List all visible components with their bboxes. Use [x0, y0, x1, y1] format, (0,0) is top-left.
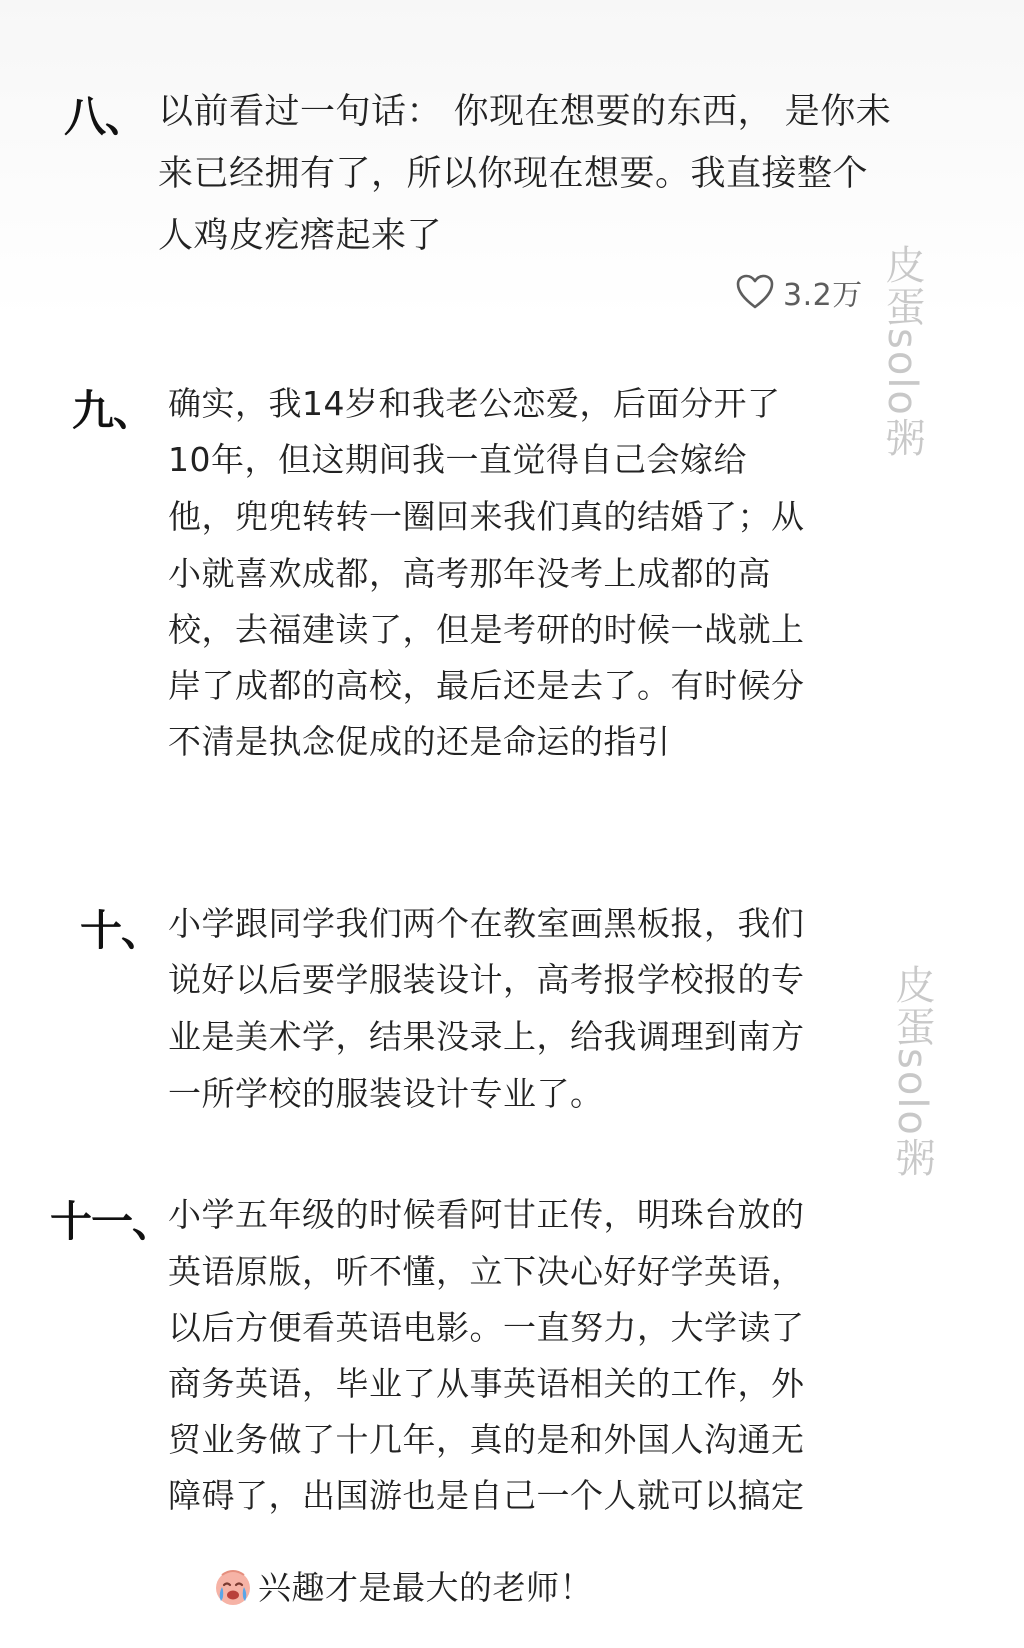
entry-number: 十一、 [50, 1197, 174, 1246]
entry-line: 以后方便看英语电影。一直努力，大学读了 [168, 1308, 805, 1347]
entry-line: 校，去福建读了，但是考研的时候一战就上 [168, 610, 805, 649]
like-count: 3.2万 [783, 278, 863, 313]
watermark: 皮蛋solo粥 [879, 244, 925, 459]
entry-line: 说好以后要学服装设计，高考报学校报的专 [168, 960, 805, 999]
entry-line: 岸了成都的高校，最后还是去了。有时候分 [168, 666, 805, 705]
entry-line: 他，兜兜转转一圈回来我们真的结婚了；从 [168, 497, 805, 536]
entry-line: 以前看过一句话： 你现在想要的东西， 是你未 [158, 92, 892, 132]
crying-face-emoji [212, 1565, 254, 1607]
entry-line: 来已经拥有了，所以你现在想要。我直接整个 [158, 154, 869, 194]
entry-line: 业是美术学，结果没录上，给我调理到南方 [168, 1017, 805, 1056]
entry-line: 商务英语，毕业了从事英语相关的工作，外 [168, 1364, 805, 1403]
entry-line: 英语原版，听不懂，立下决心好好学英语， [168, 1252, 805, 1291]
entry-line: 不清是执念促成的还是命运的指引 [168, 722, 671, 761]
entry-line: 障碍了，出国游也是自己一个人就可以搞定 [168, 1476, 805, 1515]
entry-last-line [168, 1523, 593, 1648]
entry-line: 一所学校的服装设计专业了。 [168, 1074, 604, 1113]
entry-line: 人鸡皮疙瘩起来了 [158, 216, 443, 256]
entry-number: 十、 [80, 906, 163, 955]
entry-line: 兴趣才是最大的老师！ [257, 1568, 593, 1607]
entry-line: 小学五年级的时候看阿甘正传，明珠台放的 [168, 1195, 805, 1234]
entry-number: 九、 [72, 386, 155, 435]
heart-icon [735, 273, 775, 311]
entry-line: 确实，我14岁和我老公恋爱，后面分开了 [168, 384, 781, 423]
entry-number: 八、 [64, 92, 147, 141]
entry-line: 小学跟同学我们两个在教室画黑板报，我们 [168, 904, 805, 943]
entry-line: 贸业务做了十几年，真的是和外国人沟通无 [168, 1420, 805, 1459]
entry-line: 小就喜欢成都，高考那年没考上成都的高 [168, 554, 771, 593]
watermark: 皮蛋solo粥 [889, 964, 935, 1179]
like-button[interactable] [735, 270, 863, 314]
entry-line: 10年，但这期间我一直觉得自己会嫁给 [168, 440, 747, 479]
